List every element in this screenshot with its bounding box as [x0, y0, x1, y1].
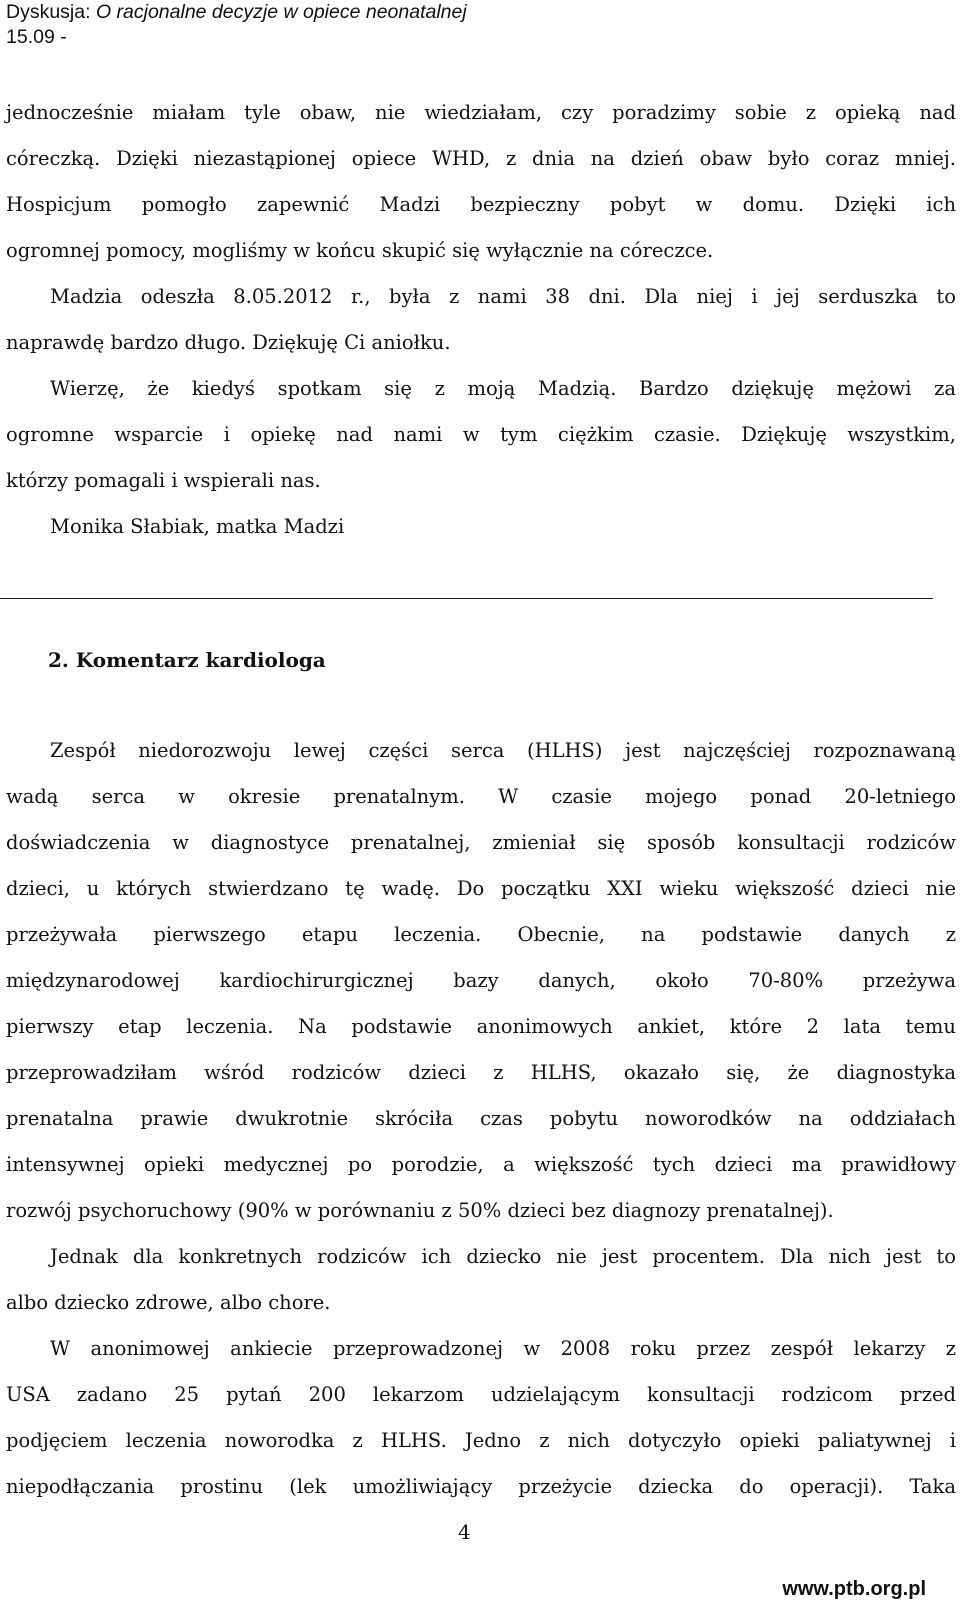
- running-header: [6, 0, 946, 50]
- section-paragraph-2: [6, 1234, 956, 1326]
- text-line: międzynarodowej kardiochirurgicznej bazy danych, około 70-80% przeżywa: [6, 969, 956, 992]
- text-line: niepodłączania prostinu (lek umożliwiający przeżycie dziecka do operacji). Taka: [6, 1475, 956, 1498]
- text-line: USA zadano 25 pytań 200 lekarzom udzielającym konsultacji rodzicom przed: [6, 1383, 956, 1406]
- text-line: podjęciem leczenia noworodka z HLHS. Jedno z nich dotyczyło opieki paliatywnej i: [6, 1429, 956, 1452]
- text-line: W anonimowej ankiecie przeprowadzonej w 2008 roku przez zespół lekarzy z: [50, 1337, 956, 1360]
- section-divider: [0, 598, 933, 599]
- text-line: doświadczenia w diagnostyce prenatalnej, zmieniał się sposób konsultacji rodziców: [6, 831, 956, 854]
- text-line: ogromnej pomocy, mogliśmy w końcu skupić się wyłącznie na córeczce.: [6, 239, 714, 262]
- text-line: przeżywała pierwszego etapu leczenia. Obecnie, na podstawie danych z: [6, 923, 956, 946]
- text-line: wadą serca w okresie prenatalnym. W czasie mojego ponad 20-letniego: [6, 785, 956, 808]
- header-title: O racjonalne decyzje w opiece neonatalnej: [95, 1, 467, 23]
- text-line: Wierzę, że kiedyś spotkam się z moją Madzią. Bardzo dziękuję mężowi za: [50, 377, 956, 400]
- testimonial-paragraph-1: [6, 90, 956, 274]
- text-line: pierwszy etap leczenia. Na podstawie anonimowych ankiet, które 2 lata temu: [6, 1015, 956, 1038]
- text-line: Jednak dla konkretnych rodziców ich dziecko nie jest procentem. Dla nich jest to: [50, 1245, 956, 1268]
- text-line: Madzia odeszła 8.05.2012 r., była z nami 38 dni. Dla niej i jej serduszka to: [50, 285, 956, 308]
- text-line: ogromne wsparcie i opiekę nad nami w tym ciężkim czasie. Dziękuję wszystkim,: [6, 423, 956, 446]
- testimonial-signature: [6, 504, 956, 550]
- section-paragraph-1: [6, 728, 956, 1234]
- text-line: rozwój psychoruchowy (90% w porównaniu z 50% dzieci bez diagnozy prenatalnej).: [6, 1199, 834, 1222]
- header-date: 15.09 -: [6, 26, 67, 48]
- text-line: dzieci, u których stwierdzano tę wadę. Do początku XXI wieku większość dzieci nie: [6, 877, 956, 900]
- text-line: córeczką. Dzięki niezastąpionej opiece WHD, z dnia na dzień obaw było coraz mniej.: [6, 147, 956, 170]
- testimonial-paragraph-3: [6, 366, 956, 504]
- signature-line: Monika Słabiak, matka Madzi: [50, 515, 345, 538]
- section-paragraph-3: [6, 1326, 956, 1510]
- testimonial-paragraph-2: [6, 274, 956, 366]
- text-line: Hospicjum pomogło zapewnić Madzi bezpieczny pobyt w domu. Dzięki ich: [6, 193, 956, 216]
- text-line: którzy pomagali i wspierali nas.: [6, 469, 321, 492]
- text-line: przeprowadziłam wśród rodziców dzieci z HLHS, okazało się, że diagnostyka: [6, 1061, 956, 1084]
- text-line: naprawdę bardzo długo. Dziękuję Ci aniołku.: [6, 331, 451, 354]
- text-line: Zespół niedorozwoju lewej części serca (HLHS) jest najczęściej rozpoznawaną: [50, 739, 956, 762]
- section-title: 2. Komentarz kardiologa: [48, 648, 326, 672]
- text-line: intensywnej opieki medycznej po porodzie, a większość tych dzieci ma prawidłowy: [6, 1153, 956, 1176]
- header-prefix: Dyskusja:: [6, 1, 96, 23]
- text-line: prenatalna prawie dwukrotnie skróciła czas pobytu noworodków na oddziałach: [6, 1107, 956, 1130]
- text-line: jednocześnie miałam tyle obaw, nie wiedziałam, czy poradzimy sobie z opieką nad: [6, 101, 956, 124]
- footer-url[interactable]: www.ptb.org.pl: [782, 1578, 926, 1600]
- text-line: albo dziecko zdrowe, albo chore.: [6, 1291, 331, 1314]
- page-number: 4: [458, 1520, 471, 1544]
